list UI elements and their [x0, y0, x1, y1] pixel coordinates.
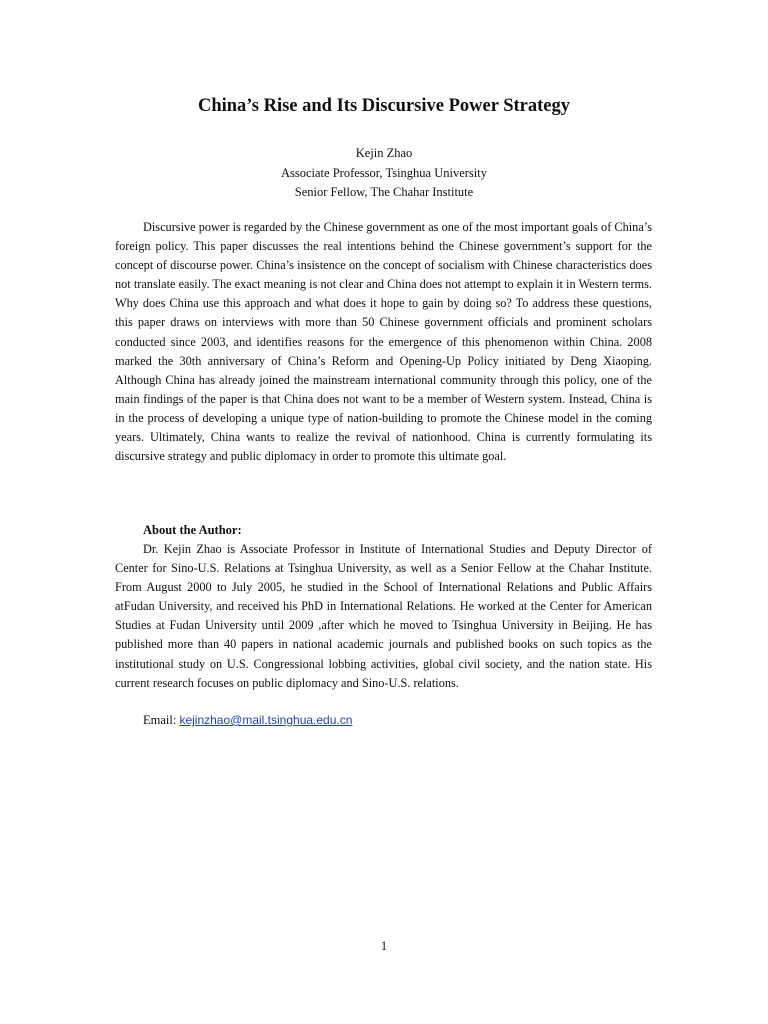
author-block — [0, 144, 768, 203]
paper-title: China’s Rise and Its Discursive Power Strategy — [197, 96, 571, 116]
abstract-paragraph: Discursive power is regarded by the Chinese government as one of the most important goals of China’s foreign policy. This paper discusses the real intentions behind the Chinese government’s support for the concept of discourse power. China’s insistence on the concept of socialism with Chinese characteristics does not translate easily. The exact meaning is not clear and China does not attempt to explain it in Western terms. Why does China use this approach and what does it hope to gain by doing so? To address these questions, this paper draws on interviews with more than 50 Chinese government officials and prominent scholars conducted since 2003, and identifies reasons for the emergence of this phenomenon within China. 2008 marked the 30th anniversary of China’s Reform and Opening-Up Policy initiated by Deng Xiaoping. Although China has already joined the mainstream international community through this policy, one of the main findings of the paper is that China does not want to be a member of Western system. Instead, China is in the process of developing a unique type of nation-building to promote the Chinese model in the coming years. Ultimately, China wants to realize the revival of nationhood. China is currently formulating its discursive strategy and public diplomacy in order to promote this ultimate goal. — [115, 220, 652, 464]
page-number: 1 — [380, 939, 388, 953]
email-label: Email: — [143, 713, 180, 727]
author-position: Associate Professor, Tsinghua University — [280, 165, 487, 180]
email-link[interactable]: kejinzhao@mail.tsinghua.edu.cn — [179, 713, 353, 727]
email-line — [143, 711, 352, 730]
author-name: Kejin Zhao — [355, 146, 413, 160]
about-author-heading: About the Author: — [143, 523, 242, 537]
author-fellowship: Senior Fellow, The Chahar Institute — [294, 185, 474, 199]
author-bio-paragraph: Dr. Kejin Zhao is Associate Professor in Institute of International Studies and Deputy Director of Center for Sino-U.S. Relations at Tsinghua University, as well as a Senior Fellow at the Chahar Institute. From August 2000 to July 2005, he studied in the School of International Relations and Public Affairs atFudan University, and received his PhD in International Relations. He worked at the Center for American Studies at Fudan University until 2009 ,after which he moved to Tsinghua University in Beijing. He has published more than 40 papers in national academic journals and published books on such topics as the institutional study on U.S. Congressional lobbing activities, global civil society, and the nation state. His current research focuses on public diplomacy and Sino-U.S. relations. — [115, 542, 652, 690]
